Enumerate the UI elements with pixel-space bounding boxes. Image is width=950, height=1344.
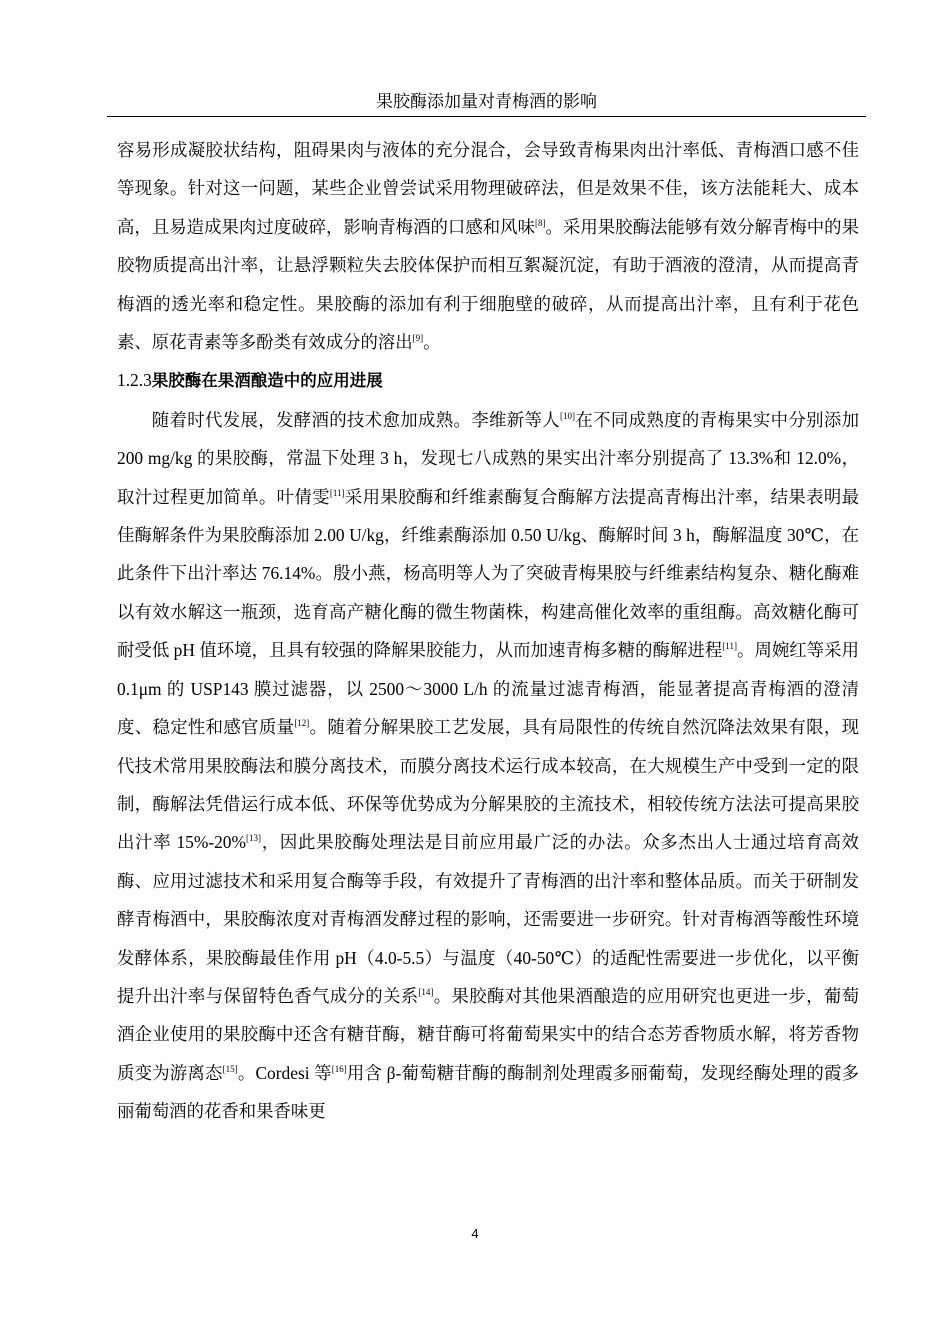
section-heading bbox=[117, 361, 859, 400]
citation: [9] bbox=[412, 333, 424, 344]
citation: [8] bbox=[534, 218, 546, 229]
text-run: 。采用果胶酶法能够有效分解青梅中的果胶物质提高出汁率，让悬浮颗粒失去胶体保护而相互絮凝沉淀，有助于酒液的澄清，从而提高青梅酒的透光率和稳定性。果胶酶的添加有利于细胞壁的破碎，从而提高出汁率，且有利于花色素、原花青素等多酚类有效成分的溶出 bbox=[117, 216, 859, 353]
text-run: 在不同成熟度的青梅果实中分别添加 200 mg/kg 的果胶酶，常温下处理 3 h，发现七八成熟的果实出汁率分别提高了 13.3%和 12.0%，取汁过程更加简单。叶倩雯 bbox=[117, 409, 859, 507]
citation: [14] bbox=[418, 987, 434, 998]
citation: [12] bbox=[294, 718, 310, 729]
paragraph-continued bbox=[117, 131, 859, 361]
page-body bbox=[117, 131, 859, 1131]
section-title: 果胶酶在果酒酿造中的应用进展 bbox=[151, 371, 383, 391]
citation: [15] bbox=[222, 1063, 238, 1074]
text-run: 。周婉红等采用 0.1μm 的 USP143 膜过滤器，以 2500～3000 L/h 的流量过滤青梅酒，能显著提高青梅酒的澄清度、稳定性和感官质量 bbox=[117, 640, 859, 738]
paragraph bbox=[117, 401, 859, 1131]
text-run: 随着时代发展，发酵酒的技术愈加成熟。李维新等人 bbox=[151, 409, 561, 430]
page-number: 4 bbox=[471, 1226, 479, 1241]
text-run: 。Cordesi 等 bbox=[237, 1062, 332, 1083]
text-run: ，因此果胶酶处理法是目前应用最广泛的办法。众多杰出人士通过培育高效酶、应用过滤技术和采用复合酶等手段，有效提升了青梅酒的出汁率和整体品质。而关于研制发酵青梅酒中，果胶酶浓度对青梅酒发酵过程的影响，还需要进一步研究。针对青梅酒等酸性环境发酵体系，果胶酶最佳作用 pH（4.0-5.5）与温度（40-50℃）的适配性需要进一步优化，以平衡提升出汁率与保留特色香气成分的关系 bbox=[117, 832, 859, 1006]
header-rule bbox=[107, 116, 866, 117]
text-run: 用含 β-葡萄糖苷酶的酶制剂处理霞多丽葡萄，发现经酶处理的霞多丽葡萄酒的花香和果香味更 bbox=[117, 1062, 859, 1122]
citation: [10] bbox=[560, 411, 576, 422]
citation: [13] bbox=[246, 833, 261, 844]
text-run: 。随着分解果胶工艺发展，具有局限性的传统自然沉降法效果有限，现代技术常用果胶酶法和膜分离技术，而膜分离技术运行成本较高，在大规模生产中受到一定的限制，酶解法凭借运行成本低、环保等优势成为分解果胶的主流技术，相较传统方法法可提高果胶出汁率 15%-20% bbox=[117, 717, 859, 853]
citation: [11] bbox=[722, 641, 737, 652]
citation: [11] bbox=[329, 487, 345, 498]
text-run: 采用果胶酶和纤维素酶复合酶解方法提高青梅出汁率，结果表明最佳酶解条件为果胶酶添加 2.00 U/kg，纤维素酶添加 0.50 U/kg、酶解时间 3 h，酶解温度 30℃，在此条件下出汁率达 76.14%。殷小燕，杨高明等人为了突破青梅果胶与纤维素结构复杂、糖化酶难以有效水解这一瓶颈，选育高产糖化酶的微生物菌株，构建高催化效率的重组酶。高效糖化酶可耐受低 pH 值环境，且具有较强的降解果胶能力，从而加速青梅多糖的酶解进程 bbox=[117, 486, 859, 661]
text-run: 。 bbox=[423, 332, 441, 353]
text-run: 。果胶酶对其他果酒酿造的应用研究也更进一步，葡萄酒企业使用的果胶酶中还含有糖苷酶，糖苷酶可将葡萄果实中的结合态芳香物质水解，将芳香物质变为游离态 bbox=[117, 985, 859, 1083]
text-run: 容易形成凝胶状结构，阻碍果肉与液体的充分混合，会导致青梅果肉出汁率低、青梅酒口感不佳等现象。针对这一问题，某些企业曾尝试采用物理破碎法，但是效果不佳，该方法能耗大、成本高，且易造成果肉过度破碎，影响青梅酒的口感和风味 bbox=[117, 140, 859, 237]
running-header: 果胶酶添加量对青梅酒的影响 bbox=[376, 92, 597, 111]
section-number: 1.2.3 bbox=[117, 370, 152, 391]
citation: [16] bbox=[331, 1063, 347, 1074]
